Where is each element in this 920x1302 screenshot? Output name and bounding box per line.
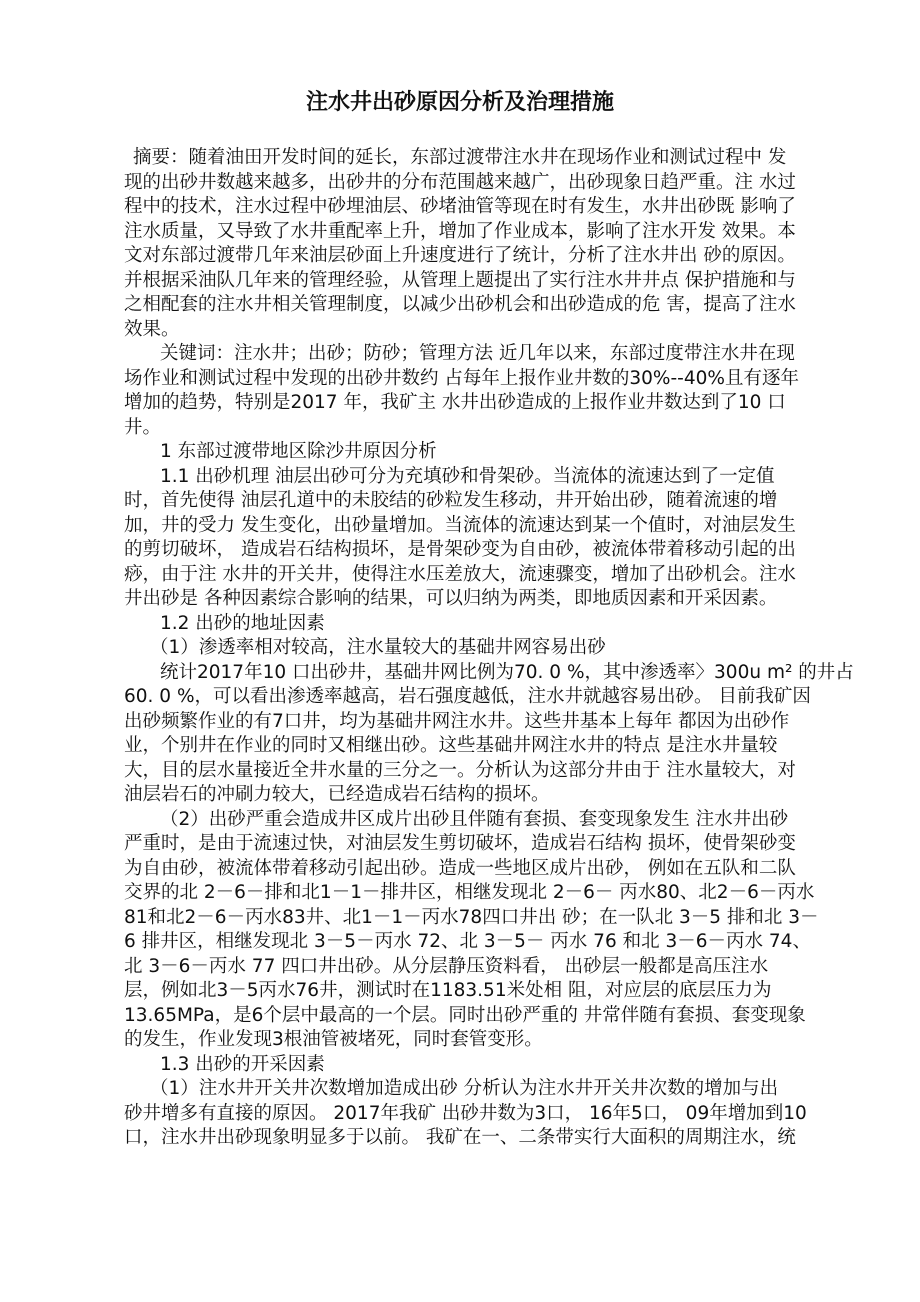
text-line: 摘要：随着油田开发时间的延长，东部过渡带注水井在现场作业和测试过程中 发 <box>133 147 787 168</box>
document-title: 注水井出砂原因分析及治理措施 <box>305 90 614 115</box>
text-line: 层，例如北3－5丙水76井，测试时在1183.51米处相 阻，对应层的底层压力为 <box>124 980 772 1001</box>
text-line: 北 3－6－丙水 77 四口井出砂。从分层静压资料看， 出砂层一般都是高压注水 <box>124 955 769 977</box>
text-line: 的剪切破坏， 造成岩石结构损坏，是骨架砂变为自由砂，被流体带着移动引起的出 <box>124 539 796 560</box>
text-line: 1 东部过渡带地区除沙井原因分析 <box>160 441 437 462</box>
text-line: 效果。 <box>124 318 180 340</box>
text-line: 6 排井区，相继发现北 3－5－丙水 72、北 3－5－ 丙水 76 和北 3－6－丙水 74、 <box>124 931 811 952</box>
text-line: 为自由砂，被流体带着移动引起出砂。造成一些地区成片出砂， 例如在五队和二队 <box>124 857 796 879</box>
text-line: 关键词：注水井；出砂；防砂；管理方法 近几年以来，东部过度带注水井在现 <box>160 343 795 364</box>
text-line: 井。 <box>124 416 162 438</box>
text-line: 现的出砂井数越来越多，出砂井的分布范围越来越广，出砂现象日趋严重。注 水过 <box>124 171 796 193</box>
text-line: 出砂频繁作业的有7口井，均为基础井网注水井。这些井基本上每年 都因为出砂作 <box>124 710 790 732</box>
text-line: 并根据采油队几年来的管理经验，从管理上题提出了实行注水井井点 保护措施和与 <box>124 269 796 291</box>
text-line: 痧，由于注 水井的开关井，使得注水压差放大，流速骤变，增加了出砂机会。注水 <box>124 563 796 585</box>
text-line: 1.3 出砂的开采因素 <box>160 1053 325 1075</box>
text-line: 60. 0 %，可以看出渗透率越高，岩石强度越低，注水井就越容易出砂。 目前我矿因 <box>124 686 811 707</box>
text-line: 之相配套的注水井相关管理制度，以减少出砂机会和出砂造成的危 害，提高了注水 <box>124 294 796 315</box>
text-line: 交界的北 2－6－排和北1－1－排井区，相继发现北 2－6－ 丙水80、北2－6－丙水 <box>124 882 815 903</box>
text-line: 程中的技术，注水过程中砂埋油层、砂堵油管等现在时有发生，水井出砂既 影响了 <box>124 196 796 217</box>
document-body <box>124 146 854 1151</box>
text-line: 13.65MPa，是6个层中最高的一个层。同时出砂严重的 井常伴随有套损、套变现象 <box>124 1004 806 1026</box>
text-line: 统计2017年10 口出砂井，基础井网比例为70. 0 %，其中渗透率〉300u m² 的井占 <box>160 661 854 683</box>
text-line: （2）出砂严重会造成井区成片出砂且伴随有套损、套变现象发生 注水井出砂 <box>160 808 789 830</box>
text-line: （1）注水井开关井次数增加造成出砂 分析认为注水井开关井次数的增加与出 <box>150 1078 779 1099</box>
text-line: 增加的趋势，特别是2017 年，我矿主 水井出砂造成的上报作业井数达到了10 口 <box>124 392 786 413</box>
text-line: 加，井的受力 发生变化，出砂量增加。当流体的流速达到某一个值时，对油层发生 <box>124 514 796 536</box>
text-line: 场作业和测试过程中发现的出砂井数约 占每年上报作业井数的30%--40%且有逐年 <box>124 367 799 389</box>
text-line: （1）渗透率相对较高，注水量较大的基础井网容易出砂 <box>150 637 606 658</box>
text-line: 大，目的层水量接近全井水量的三分之一。分析认为这部分井由于 注水量较大，对 <box>124 759 796 781</box>
text-line: 81和北2－6－丙水83井、北1－1－丙水78四口井出 砂；在一队北 3－5 排和北 3－ <box>124 906 819 928</box>
text-line: 油层岩石的冲刷力较大，已经造成岩石结构的损坏。 <box>124 784 550 805</box>
text-line: 业，个别井在作业的同时又相继出砂。这些基础井网注水井的特点 是注水井量较 <box>124 735 778 756</box>
text-line: 1.2 出砂的地址因素 <box>160 612 325 634</box>
text-line: 1.1 出砂机理 油层出砂可分为充填砂和骨架砂。当流体的流速达到了一定值 <box>160 465 775 487</box>
text-line: 口，注水井出砂现象明显多于以前。 我矿在一、二条带实行大面积的周期注水，统 <box>124 1127 796 1148</box>
text-line: 砂井增多有直接的原因。 2017年我矿 出砂井数为3口， 16年5口， 09年增加到10 <box>124 1102 807 1124</box>
text-line: 井出砂是 各种因素综合影响的结果，可以归纳为两类，即地质因素和开采因素。 <box>124 588 778 609</box>
text-line: 文对东部过渡带几年来油层砂面上升速度进行了统计，分析了注水井出 砂的原因。 <box>124 245 796 266</box>
text-line: 严重时，是由于流速过快，对油层发生剪切破坏，造成岩石结构 损坏，使骨架砂变 <box>124 833 796 854</box>
text-line: 时，首先使得 油层孔道中的未胶结的砂粒发生移动，井开始出砂，随着流速的增 <box>124 490 778 511</box>
text-line: 注水质量，又导致了水井重配率上升，增加了作业成本，影响了注水开发 效果。本 <box>124 220 796 242</box>
text-line: 的发生，作业发现3根油管被堵死，同时套管变形。 <box>124 1029 543 1050</box>
